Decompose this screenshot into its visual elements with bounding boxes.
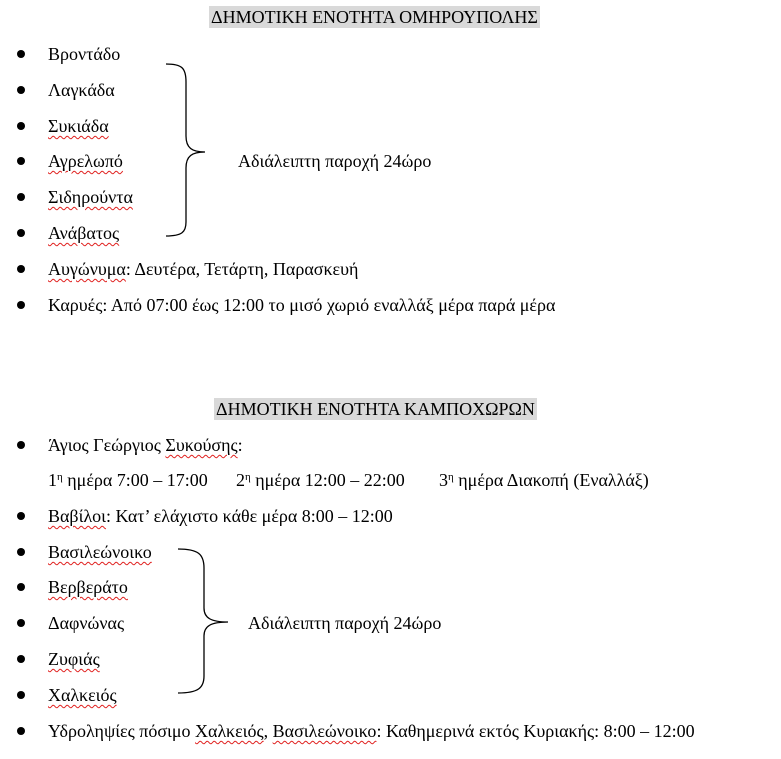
schedule-day-3: $3^\eta$ ημέρα Διακοπή (Εναλλάξ) — [439, 470, 649, 490]
schedule-detail: : Δευτέρα, Τετάρτη, Παρασκευή — [125, 259, 359, 279]
village-name: Χαλκειός — [195, 721, 264, 741]
punctuation: , — [263, 721, 273, 741]
section-heading-omiroupolis: ΔΗΜΟΤΙΚΗ ΕΝΟΤΗΤΑ ΟΜΗΡΟΥΠΟΛΗΣ — [211, 7, 538, 27]
village-name: Χαλκειός — [48, 685, 117, 705]
village-name: Βασιλεώνοικο — [272, 721, 377, 741]
village-name-part: Συκούσης — [165, 435, 238, 455]
village-name: Ζυφιάς — [48, 649, 100, 669]
village-name: Δαφνώνας — [48, 613, 125, 633]
brace-note: Αδιάλειπτη παροχή 24ώρο — [248, 613, 442, 633]
village-name: Βασιλεώνοικο — [48, 542, 152, 562]
village-name: Συκιάδα — [48, 116, 109, 136]
section-heading-kampochoron: ΔΗΜΟΤΙΚΗ ΕΝΟΤΗΤΑ ΚΑΜΠΟΧΩΡΩΝ — [216, 399, 535, 419]
village-name-part: Άγιος Γεώργιος — [48, 435, 166, 455]
brace-note: Αδιάλειπτη παροχή 24ώρο — [238, 151, 432, 171]
village-name: Βερβεράτο — [48, 577, 128, 597]
village-name: Αυγώνυμα — [48, 259, 126, 279]
village-name: Βαβίλοι — [48, 506, 107, 526]
village-name: Σιδηρούντα — [48, 187, 133, 207]
schedule-detail: : Καθημερινά εκτός Κυριακής: 8:00 – 12:00 — [376, 721, 695, 741]
village-name: Βροντάδο — [48, 44, 121, 64]
punctuation: : — [237, 435, 243, 455]
text-part: Υδροληψίες πόσιμο — [48, 721, 196, 741]
schedule-day-1: $1^\eta$ ημέρα 7:00 – 17:00 — [48, 470, 208, 490]
village-name: Αγρελωπό — [48, 151, 123, 171]
schedule-day-2: $2^\eta$ ημέρα 12:00 – 22:00 — [236, 470, 405, 490]
village-name: Ανάβατος — [48, 223, 120, 243]
schedule-detail: : Κατ’ ελάχιστο κάθε μέρα 8:00 – 12:00 — [106, 506, 393, 526]
village-name: Λαγκάδα — [48, 80, 115, 100]
schedule-text: Καρυές: Από 07:00 έως 12:00 το μισό χωριό εναλλάξ μέρα παρά μέρα — [48, 295, 556, 315]
